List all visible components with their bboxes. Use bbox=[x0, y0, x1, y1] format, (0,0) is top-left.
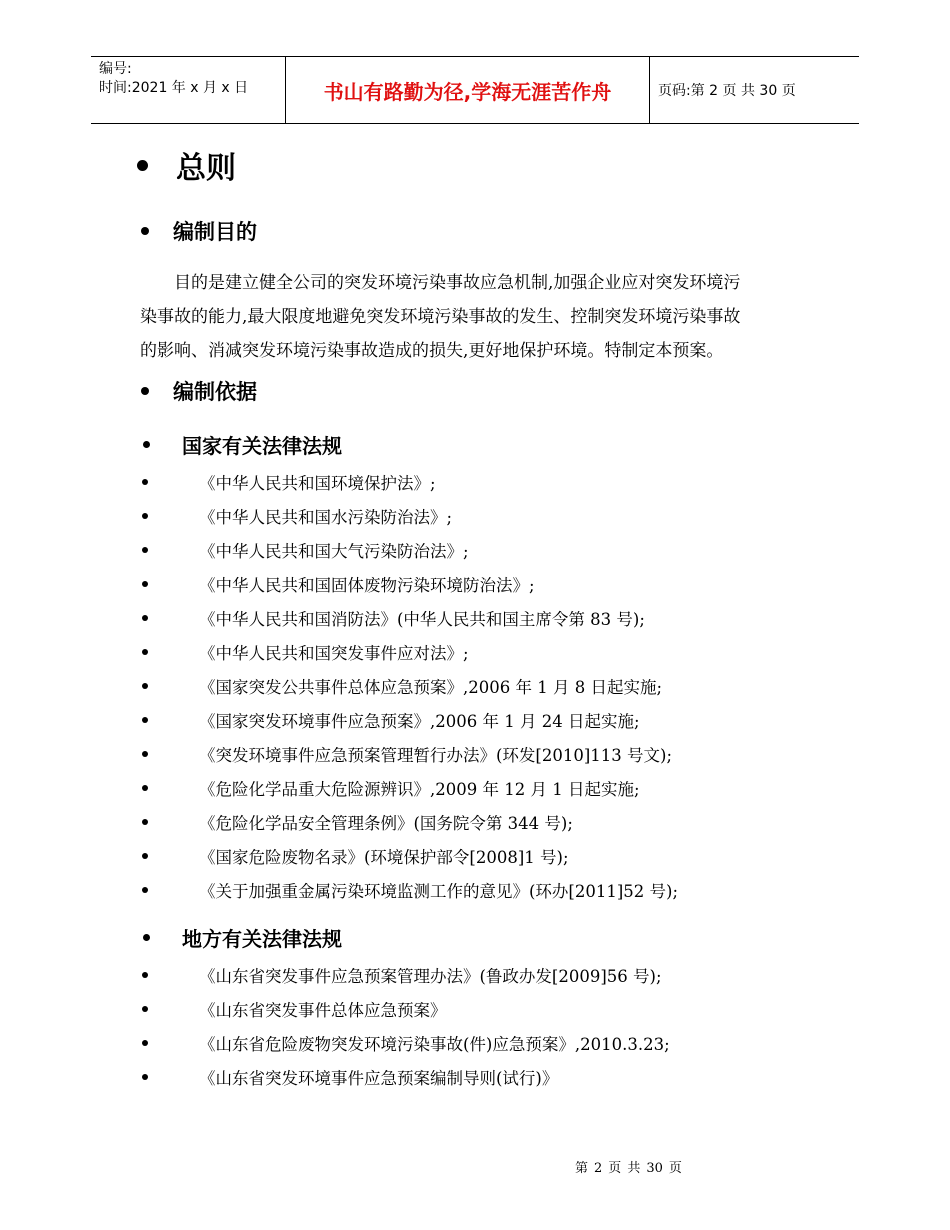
bullet-icon bbox=[142, 513, 148, 519]
list-item bbox=[142, 538, 469, 562]
footer-page-word: 第 bbox=[575, 1161, 589, 1176]
list-item-text: 《山东省突发事件应急预案管理办法》(鲁政办发[2009]56 号); bbox=[199, 967, 662, 986]
bullet-icon bbox=[142, 717, 148, 723]
bullet-icon bbox=[143, 441, 150, 448]
list-item bbox=[142, 504, 452, 528]
subsection-heading-local bbox=[143, 923, 342, 952]
purpose-paragraph bbox=[140, 266, 815, 368]
bullet-icon bbox=[137, 160, 148, 171]
list-item bbox=[142, 776, 640, 800]
header-motto: 书山有路勤为径,学海无涯苦作舟 bbox=[286, 57, 650, 123]
list-item-text: 《中华人民共和国固体废物污染环境防治法》; bbox=[199, 576, 535, 595]
list-item bbox=[142, 844, 569, 868]
bullet-icon bbox=[142, 751, 148, 757]
bullet-icon bbox=[142, 683, 148, 689]
paragraph-line: 目的是建立健全公司的突发环境污染事故应急机制,加强企业应对突发环境污 bbox=[174, 273, 741, 293]
bullet-icon bbox=[142, 853, 148, 859]
footer-page-number: 2 bbox=[594, 1161, 603, 1176]
list-item-text: 《关于加强重金属污染环境监测工作的意见》(环办[2011]52 号); bbox=[199, 882, 679, 901]
paragraph-line: 的影响、消减突发环境污染事故造成的损失,更好地保护环境。特制定本预案。 bbox=[140, 341, 724, 361]
list-item-text: 《山东省突发环境事件应急预案编制导则(试行)》 bbox=[199, 1069, 559, 1088]
page-header bbox=[91, 56, 859, 124]
footer-total-unit: 页 bbox=[668, 1161, 682, 1176]
section-heading-text: 编制目的 bbox=[173, 220, 257, 244]
list-item bbox=[142, 810, 573, 834]
subsection-heading-text: 地方有关法律法规 bbox=[182, 927, 342, 951]
document-time-label: 时间:2021 年 x 月 x 日 bbox=[99, 80, 249, 96]
list-item-text: 《突发环境事件应急预案管理暂行办法》(环发[2010]113 号文); bbox=[199, 746, 673, 765]
bullet-icon bbox=[141, 227, 149, 235]
list-item-text: 《中华人民共和国消防法》(中华人民共和国主席令第 83 号); bbox=[199, 610, 645, 629]
header-page-info: 页码:第 2 页 共 30 页 bbox=[658, 83, 796, 99]
bullet-icon bbox=[142, 479, 148, 485]
list-item-text: 《中华人民共和国水污染防治法》; bbox=[199, 508, 453, 527]
paragraph-line: 染事故的能力,最大限度地避免突发环境污染事故的发生、控制突发环境污染事故 bbox=[140, 307, 741, 327]
header-meta bbox=[91, 57, 286, 123]
bullet-icon bbox=[142, 819, 148, 825]
bullet-icon bbox=[142, 887, 148, 893]
subsection-heading-text: 国家有关法律法规 bbox=[182, 434, 342, 458]
list-item-text: 《危险化学品重大危险源辨识》,2009 年 12 月 1 日起实施; bbox=[199, 780, 640, 799]
list-item-text: 《国家危险废物名录》(环境保护部令[2008]1 号); bbox=[199, 848, 569, 867]
bullet-icon bbox=[142, 1074, 148, 1080]
list-item bbox=[142, 1031, 670, 1055]
list-item bbox=[142, 997, 447, 1021]
bullet-icon bbox=[142, 1006, 148, 1012]
bullet-icon bbox=[142, 581, 148, 587]
list-item bbox=[142, 742, 672, 766]
section-heading-text: 编制依据 bbox=[173, 380, 257, 404]
footer-total-number: 30 bbox=[646, 1161, 663, 1176]
section-heading-basis bbox=[141, 376, 257, 406]
list-item bbox=[142, 470, 436, 494]
list-item bbox=[142, 963, 662, 987]
list-item-text: 《中华人民共和国环境保护法》; bbox=[199, 474, 436, 493]
list-item bbox=[142, 708, 640, 732]
chapter-title-text: 总则 bbox=[176, 151, 236, 186]
list-item-text: 《山东省突发事件总体应急预案》 bbox=[199, 1001, 447, 1020]
list-item bbox=[142, 640, 469, 664]
bullet-icon bbox=[143, 934, 150, 941]
list-item-text: 《山东省危险废物突发环境污染事故(件)应急预案》,2010.3.23; bbox=[199, 1035, 670, 1054]
bullet-icon bbox=[141, 387, 149, 395]
page-footer bbox=[0, 1157, 950, 1176]
footer-page-unit: 页 bbox=[608, 1161, 622, 1176]
bullet-icon bbox=[142, 1040, 148, 1046]
bullet-icon bbox=[142, 547, 148, 553]
list-item-text: 《国家突发公共事件总体应急预案》,2006 年 1 月 8 日起实施; bbox=[199, 678, 663, 697]
list-item bbox=[142, 572, 535, 596]
section-heading-purpose bbox=[141, 216, 257, 246]
list-item bbox=[142, 878, 678, 902]
bullet-icon bbox=[142, 785, 148, 791]
list-item-text: 《中华人民共和国大气污染防治法》; bbox=[199, 542, 469, 561]
footer-total-word: 共 bbox=[627, 1161, 641, 1176]
list-item-text: 《危险化学品安全管理条例》(国务院令第 344 号); bbox=[199, 814, 573, 833]
list-item bbox=[142, 1065, 558, 1089]
bullet-icon bbox=[142, 615, 148, 621]
list-item bbox=[142, 606, 645, 630]
bullet-icon bbox=[142, 972, 148, 978]
document-number-label: 编号: bbox=[99, 61, 132, 77]
bullet-icon bbox=[142, 649, 148, 655]
chapter-title bbox=[137, 143, 236, 187]
list-item-text: 《中华人民共和国突发事件应对法》; bbox=[199, 644, 469, 663]
subsection-heading-national bbox=[143, 430, 342, 459]
list-item bbox=[142, 674, 662, 698]
list-item-text: 《国家突发环境事件应急预案》,2006 年 1 月 24 日起实施; bbox=[199, 712, 640, 731]
